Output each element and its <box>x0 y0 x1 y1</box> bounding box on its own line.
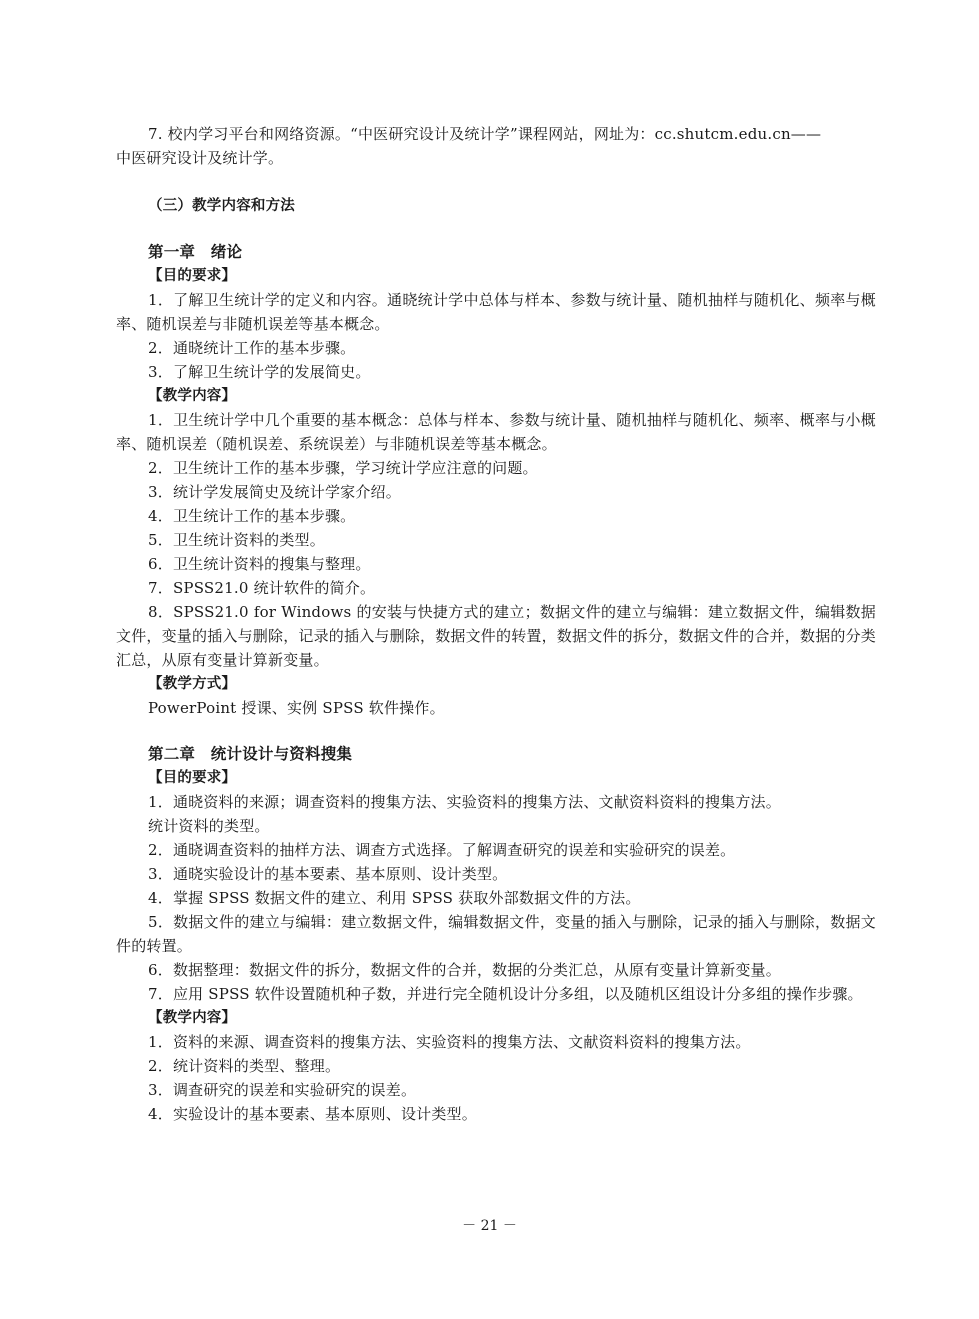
list-item: 3．统计学发展简史及统计学家介绍。 <box>148 483 401 501</box>
list-item: 3．了解卫生统计学的发展简史。 <box>148 363 371 381</box>
list-item: 6．卫生统计资料的搜集与整理。 <box>148 555 371 573</box>
chapter-1-method: PowerPoint 授课、实例 SPSS 软件操作。 <box>148 699 445 717</box>
list-item: 统计资料的类型。 <box>148 817 270 835</box>
section-title: （三）教学内容和方法 <box>148 198 295 214</box>
list-item: 7．SPSS21.0 统计软件的简介。 <box>148 579 376 597</box>
list-item: 4．卫生统计工作的基本步骤。 <box>148 507 356 525</box>
list-item: 1．卫生统计学中几个重要的基本概念：总体与样本、参数与统计量、随机抽样与随机化、频率、概率与小概率、随机误差（随机误差、系统误差）与非随机误差等基本概念。 <box>116 411 876 453</box>
list-item: 2．通晓统计工作的基本步骤。 <box>148 339 356 357</box>
resource-line-cont <box>116 146 876 170</box>
list-item: 5．卫生统计资料的类型。 <box>148 531 325 549</box>
page-number: － 21 － <box>462 1218 517 1234</box>
list-item: 2．通晓调查资料的抽样方法、调查方式选择。了解调查研究的误差和实验研究的误差。 <box>148 841 736 859</box>
chapter-2-content-heading: 【教学内容】 <box>148 1010 237 1026</box>
list-item: 4．掌握 SPSS 数据文件的建立、利用 SPSS 获取外部数据文件的方法。 <box>148 889 641 907</box>
list-item: 1．了解卫生统计学的定义和内容。通晓统计学中总体与样本、参数与统计量、随机抽样与随机化、频率与概率、随机误差与非随机误差等基本概念。 <box>116 291 876 333</box>
list-item: 3．调查研究的误差和实验研究的误差。 <box>148 1081 417 1099</box>
chapter-2-goals-heading: 【目的要求】 <box>148 770 237 786</box>
resource-text-1: 7. 校内学习平台和网络资源。“中医研究设计及统计学”课程网站，网址为：cc.shutcm.edu.cn—— <box>148 125 822 143</box>
list-item: 1．资料的来源、调查资料的搜集方法、实验资料的搜集方法、文献资料资料的搜集方法。 <box>148 1033 751 1051</box>
list-item: 2．卫生统计工作的基本步骤，学习统计学应注意的问题。 <box>148 459 538 477</box>
list-item: 2．统计资料的类型、整理。 <box>148 1057 341 1075</box>
list-item: 4．实验设计的基本要素、基本原则、设计类型。 <box>148 1105 477 1123</box>
list-item: 7．应用 SPSS 软件设置随机种子数，并进行完全随机设计分多组，以及随机区组设计分多组的操作步骤。 <box>148 985 863 1003</box>
resource-text-2: 中医研究设计及统计学。 <box>116 149 284 167</box>
list-item: 5．数据文件的建立与编辑：建立数据文件，编辑数据文件，变量的插入与删除，记录的插入与删除，数据文件的转置。 <box>116 913 876 955</box>
chapter-1-content-heading: 【教学内容】 <box>148 388 237 404</box>
chapter-1-method-heading: 【教学方式】 <box>148 676 237 692</box>
chapter-2-title: 第二章 统计设计与资料搜集 <box>148 745 353 763</box>
chapter-1-title: 第一章 绪论 <box>148 243 243 261</box>
chapter-1-goals-heading: 【目的要求】 <box>148 268 237 284</box>
resource-line <box>116 122 876 146</box>
list-item: 6．数据整理：数据文件的拆分，数据文件的合并，数据的分类汇总，从原有变量计算新变量。 <box>148 961 781 979</box>
list-item: 3．通晓实验设计的基本要素、基本原则、设计类型。 <box>148 865 508 883</box>
list-item: 1．通晓资料的来源；调查资料的搜集方法、实验资料的搜集方法、文献资料资料的搜集方法。 <box>148 793 781 811</box>
list-item: 8．SPSS21.0 for Windows 的安装与快捷方式的建立；数据文件的建立与编辑：建立数据文件，编辑数据文件，变量的插入与删除，记录的插入与删除，数据文件的转置，数据文件的拆分，数据文件的合并，数据的分类汇总，从原有变量计算新变量。 <box>116 603 877 669</box>
document-page <box>116 122 876 1126</box>
